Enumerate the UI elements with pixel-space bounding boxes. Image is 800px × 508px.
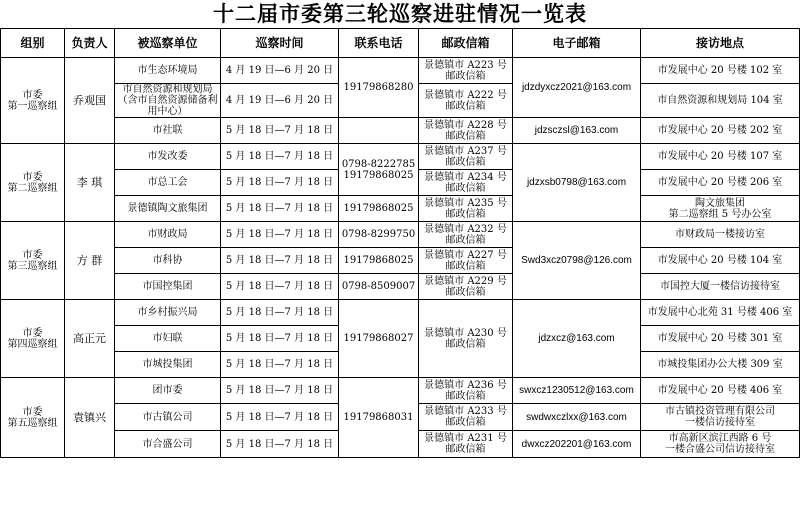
inspected-unit: 市科协 xyxy=(115,248,221,274)
reception-location: 市自然资源和规划局 104 室 xyxy=(641,84,800,118)
inspection-period: 5 月 18 日—7 月 18 日 xyxy=(221,431,339,458)
column-header-location: 接访地点 xyxy=(641,29,800,58)
inspection-period: 5 月 18 日—7 月 18 日 xyxy=(221,144,339,170)
reception-location: 市发展中心 20 号楼 202 室 xyxy=(641,118,800,144)
inspected-unit: 市妇联 xyxy=(115,326,221,352)
table-row xyxy=(1,144,800,170)
postal-mailbox: 景德镇市 A234 号 邮政信箱 xyxy=(419,170,513,196)
email-address: jdzxsb0798@163.com xyxy=(513,144,641,222)
reception-location: 市发展中心 20 号楼 406 室 xyxy=(641,378,800,404)
reception-location: 市发展中心 20 号楼 104 室 xyxy=(641,248,800,274)
table-row xyxy=(1,248,800,274)
inspected-unit: 市合盛公司 xyxy=(115,431,221,458)
table-row xyxy=(1,222,800,248)
inspection-period: 4 月 19 日—6 月 20 日 xyxy=(221,84,339,118)
column-header-mailbox: 邮政信箱 xyxy=(419,29,513,58)
postal-mailbox: 景德镇市 A233 号 邮政信箱 xyxy=(419,404,513,431)
reception-location: 市古镇投资管理有限公司 一楼信访接待室 xyxy=(641,404,800,431)
inspected-unit: 市乡村振兴局 xyxy=(115,300,221,326)
contact-phone: 19179868025 xyxy=(339,196,419,222)
contact-phone: 0798-8509007 xyxy=(339,274,419,300)
inspected-unit: 市古镇公司 xyxy=(115,404,221,431)
table-row xyxy=(1,274,800,300)
column-header-phone: 联系电话 xyxy=(339,29,419,58)
inspection-period: 5 月 18 日—7 月 18 日 xyxy=(221,326,339,352)
postal-mailbox: 景德镇市 A228 号 邮政信箱 xyxy=(419,118,513,144)
reception-location: 市城投集团办公大楼 309 室 xyxy=(641,352,800,378)
column-header-email: 电子邮箱 xyxy=(513,29,641,58)
inspection-period: 5 月 18 日—7 月 18 日 xyxy=(221,404,339,431)
group-leader: 乔观国 xyxy=(65,58,115,144)
inspected-unit: 市城投集团 xyxy=(115,352,221,378)
contact-phone: 0798-8222785 19179868025 xyxy=(339,144,419,196)
inspected-unit: 市财政局 xyxy=(115,222,221,248)
reception-location: 市财政局一楼接访室 xyxy=(641,222,800,248)
group-name: 市委 第二巡察组 xyxy=(1,144,65,222)
postal-mailbox: 景德镇市 A227 号 邮政信箱 xyxy=(419,248,513,274)
postal-mailbox: 景德镇市 A231 号 邮政信箱 xyxy=(419,431,513,458)
inspection-period: 5 月 18 日—7 月 18 日 xyxy=(221,170,339,196)
group-name: 市委 第一巡察组 xyxy=(1,58,65,144)
postal-mailbox: 景德镇市 A237 号 邮政信箱 xyxy=(419,144,513,170)
postal-mailbox: 景德镇市 A235 号 邮政信箱 xyxy=(419,196,513,222)
postal-mailbox: 景德镇市 A222 号 邮政信箱 xyxy=(419,84,513,118)
inspection-period: 5 月 18 日—7 月 18 日 xyxy=(221,248,339,274)
reception-location: 市发展中心 20 号楼 107 室 xyxy=(641,144,800,170)
inspection-period: 5 月 18 日—7 月 18 日 xyxy=(221,300,339,326)
reception-location: 市高新区滨江西路 6 号 一楼合盛公司信访接待室 xyxy=(641,431,800,458)
inspected-unit: 市总工会 xyxy=(115,170,221,196)
email-address: swxcz1230512@163.com xyxy=(513,378,641,404)
postal-mailbox: 景德镇市 A223 号 邮政信箱 xyxy=(419,58,513,84)
postal-mailbox: 景德镇市 A229 号 邮政信箱 xyxy=(419,274,513,300)
email-address: swdwxczlxx@163.com xyxy=(513,404,641,431)
reception-location: 市发展中心北苑 31 号楼 406 室 xyxy=(641,300,800,326)
group-name: 市委 第五巡察组 xyxy=(1,378,65,458)
column-header-leader: 负责人 xyxy=(65,29,115,58)
contact-phone: 19179868027 xyxy=(339,300,419,378)
email-address: Swd3xcz0798@126.com xyxy=(513,222,641,300)
reception-location: 陶文旅集团 第二巡察组 5 号办公室 xyxy=(641,196,800,222)
column-header-unit: 被巡察单位 xyxy=(115,29,221,58)
group-leader: 李 琪 xyxy=(65,144,115,222)
inspection-period: 5 月 18 日—7 月 18 日 xyxy=(221,274,339,300)
email-address: dwxcz202201@163.com xyxy=(513,431,641,458)
postal-mailbox: 景德镇市 A230 号 邮政信箱 xyxy=(419,300,513,378)
group-leader: 方 群 xyxy=(65,222,115,300)
group-leader: 袁镇兴 xyxy=(65,378,115,458)
inspected-unit: 市生态环境局 xyxy=(115,58,221,84)
contact-phone: 19179868025 xyxy=(339,248,419,274)
table-row xyxy=(1,118,800,144)
inspected-unit: 团市委 xyxy=(115,378,221,404)
header-row xyxy=(1,29,800,58)
inspected-unit: 市发改委 xyxy=(115,144,221,170)
reception-location: 市发展中心 20 号楼 301 室 xyxy=(641,326,800,352)
email-address: jdzxcz@163.com xyxy=(513,300,641,378)
page-title: 十二届市委第三轮巡察进驻情况一览表 xyxy=(213,2,587,26)
inspection-period: 5 月 18 日—7 月 18 日 xyxy=(221,196,339,222)
group-name: 市委 第四巡察组 xyxy=(1,300,65,378)
contact-phone: 0798-8299750 xyxy=(339,222,419,248)
contact-phone xyxy=(339,118,419,144)
column-header-group: 组别 xyxy=(1,29,65,58)
reception-location: 市国控大厦一楼信访接待室 xyxy=(641,274,800,300)
table-row xyxy=(1,300,800,326)
inspected-unit: 景德镇陶文旅集团 xyxy=(115,196,221,222)
inspected-unit: 市国控集团 xyxy=(115,274,221,300)
inspection-period: 4 月 19 日—6 月 20 日 xyxy=(221,58,339,84)
inspection-table xyxy=(0,28,800,458)
reception-location: 市发展中心 20 号楼 206 室 xyxy=(641,170,800,196)
inspection-period: 5 月 18 日—7 月 18 日 xyxy=(221,378,339,404)
inspection-period: 5 月 18 日—7 月 18 日 xyxy=(221,352,339,378)
email-address: jdzdyxcz2021@163.com xyxy=(513,58,641,118)
table-row xyxy=(1,196,800,222)
reception-location: 市发展中心 20 号楼 102 室 xyxy=(641,58,800,84)
email-address: jdzsczsl@163.com xyxy=(513,118,641,144)
table-row xyxy=(1,378,800,404)
inspection-period: 5 月 18 日—7 月 18 日 xyxy=(221,222,339,248)
inspected-unit: 市社联 xyxy=(115,118,221,144)
contact-phone: 19179868031 xyxy=(339,378,419,458)
group-leader: 高正元 xyxy=(65,300,115,378)
group-name: 市委 第三巡察组 xyxy=(1,222,65,300)
table-row xyxy=(1,58,800,84)
column-header-period: 巡察时间 xyxy=(221,29,339,58)
postal-mailbox: 景德镇市 A232 号 邮政信箱 xyxy=(419,222,513,248)
postal-mailbox: 景德镇市 A236 号 邮政信箱 xyxy=(419,378,513,404)
inspection-period: 5 月 18 日—7 月 18 日 xyxy=(221,118,339,144)
inspected-unit: 市自然资源和规划局（含市自然资源储备利用中心） xyxy=(115,84,221,118)
contact-phone: 19179868280 xyxy=(339,58,419,118)
